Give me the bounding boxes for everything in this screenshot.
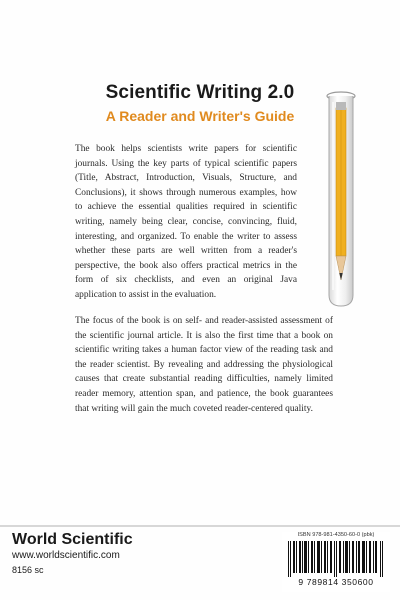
barcode-block bbox=[282, 532, 390, 592]
barcode-number: 9 789814 350600 bbox=[298, 577, 374, 587]
blurb-paragraph-2: The focus of the book is on self- and reader-assisted assessment of the scientific journal article. It is also the first time that a book on scientific writing takes a human factor view of the reading task and the reader scientist. By revealing and addressing the physiological causes that create substantial reading difficulties, namely limited reader memory, attention span, and patience, the book guarantees that writing will gain the much coveted reader-centered quality. bbox=[75, 316, 333, 414]
publisher-url: www.worldscientific.com bbox=[12, 550, 120, 561]
book-subtitle: A Reader and Writer's Guide bbox=[105, 108, 295, 124]
barcode-icon bbox=[286, 541, 386, 577]
publisher-name: World Scientific bbox=[12, 531, 133, 548]
footer-divider bbox=[0, 525, 400, 527]
catalog-code: 8156 sc bbox=[12, 565, 44, 575]
blurb-paragraph-1: The book helps scientists write papers for scientific journals. Using the key parts of typical scientific papers (Title, Abstract, Introduction, Visuals, Structure, and Conclusions), it shows through numerous examples, how to achieve the essential qualities required in scientific writing, namely being clear, concise, convincing, fluid, interesting, and organized. To enable the writer to assess whether these parts are well written from a reader's perspective, the book also offers practical metrics in the form of six checklists, and even an original Java application to assist in the evaluation. bbox=[75, 144, 297, 300]
test-tube-with-pencil-icon bbox=[316, 90, 366, 310]
book-title: Scientific Writing 2.0 bbox=[105, 82, 295, 103]
isbn-text: ISBN 978-981-4350-60-0 (pbk) bbox=[297, 532, 375, 538]
